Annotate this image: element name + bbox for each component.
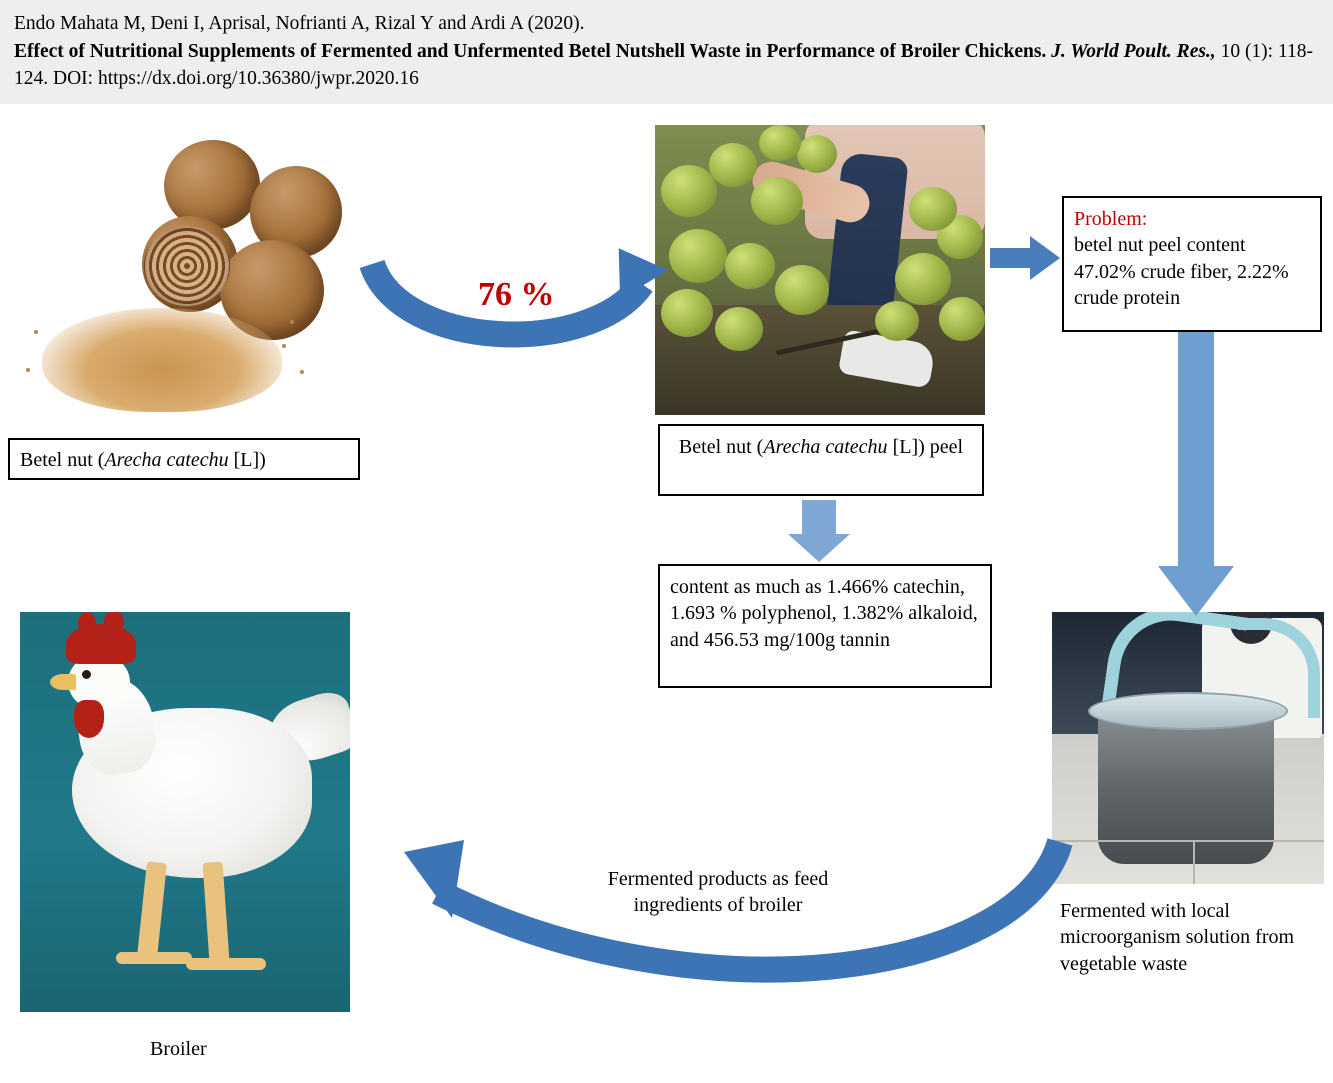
problem-box: [1062, 196, 1322, 332]
arrow-ferment-to-broiler: [360, 800, 1080, 1040]
citation-header: [0, 0, 1333, 104]
problem-text: betel nut peel content 47.02% crude fiber, 2.22% crude protein: [1074, 234, 1289, 310]
peel-label-pre: Betel nut (: [678, 436, 764, 458]
broiler-caption: Broiler: [150, 1038, 207, 1060]
citation-authors: Endo Mahata M, Deni I, Aprisal, Nofrianti A, Rizal Y and Ardi A (2020).: [14, 13, 585, 34]
conversion-percentage-label: 76 %: [478, 276, 555, 313]
betel-nut-photo: [14, 130, 354, 430]
betel-nut-label-pre: Betel nut (: [20, 449, 105, 471]
peel-label-post: [L]) peel: [887, 436, 964, 458]
arrow-peel-to-problem: [990, 230, 1064, 300]
betel-nut-peel-label-box: [658, 424, 984, 496]
betel-nut-label-box: [8, 438, 360, 480]
arrow-peel-to-content: [780, 500, 860, 566]
betel-nut-peel-pile-photo: [655, 125, 985, 415]
peel-label-species: Arecha catechu: [763, 436, 888, 458]
citation-details: 10 (1): 118-124. DOI: https://dx.doi.org/10.36380/jwpr.2020.16: [14, 40, 1313, 90]
peel-composition-box: content as much as 1.466% catechin, 1.693 % polyphenol, 1.382% alkaloid, and 456.53 mg/100g tannin: [658, 564, 992, 688]
fermentation-caption: Fermented with local microorganism solution from vegetable waste: [1060, 900, 1295, 975]
betel-nut-label-species: Arecha catechu: [104, 449, 229, 471]
problem-title: Problem:: [1074, 208, 1148, 230]
arrow-problem-to-ferment: [1152, 330, 1242, 620]
citation-title: Effect of Nutritional Supplements of Fermented and Unfermented Betel Nutshell Waste in Performance of Broiler Chickens.: [14, 40, 1047, 62]
citation-journal: J. World Poult. Res.,: [1051, 40, 1216, 62]
fermentation-drum-photo: [1052, 612, 1324, 884]
feed-flow-caption: Fermented products as feed ingredients of broiler: [607, 868, 829, 917]
betel-nut-label-post: [L]): [228, 449, 266, 471]
broiler-chicken-photo: [20, 612, 350, 1012]
